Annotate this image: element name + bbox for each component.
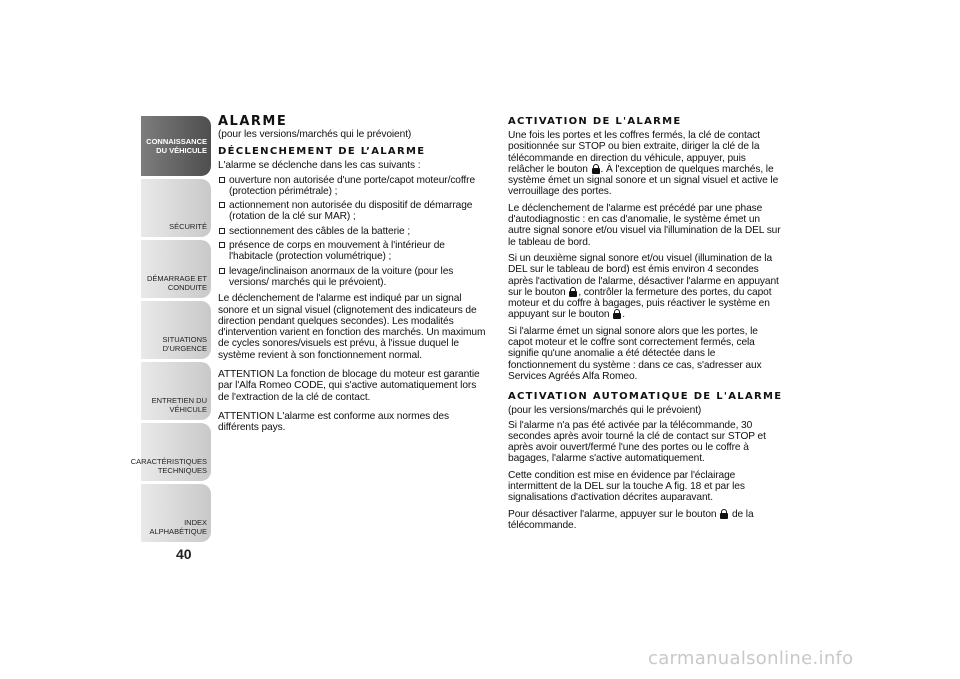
tab-situations-durgence[interactable]: SITUATIONS D'URGENCE bbox=[141, 301, 211, 359]
intro-text: L'alarme se déclenche dans les cas suivants : bbox=[218, 160, 421, 172]
right-column bbox=[508, 114, 784, 536]
paragraph-text: . À l'exception de quelques marchés, le système émet un signal sonore et un signal visuel et active le verrouillage des portes. bbox=[508, 163, 779, 198]
paragraph: Si l'alarme émet un signal sonore alors que les portes, le capot moteur et le coffre sont correctement fermés, cela signifie qu'une anomalie a été détectée dans le fonctionnement du système : dans ce cas, s'adresser aux Services Agréés Alfa Romeo. bbox=[508, 325, 762, 382]
lock-icon bbox=[592, 164, 600, 174]
paragraph: Cette condition est mise en évidence par l'éclairage intermittent de la DEL sur la touche A fig. 18 et par les signalisations d'activation décrites auparavant. bbox=[508, 469, 745, 504]
paragraph: Le déclenchement de l'alarme est précédé par une phase d'autodiagnostic : en cas d'anomalie, le système émet un autre signal sonore et/ou visuel via l'illumination de la DEL sur le tableau de bord. bbox=[508, 202, 781, 248]
sidebar-nav bbox=[130, 116, 211, 545]
lock-icon bbox=[569, 287, 577, 297]
list-item: présence de corps en mouvement à l'intérieur de l'habitacle (protection volumétrique) ; bbox=[218, 240, 490, 263]
section-heading-activation: ACTIVATION DE L'ALARME bbox=[508, 116, 682, 127]
paragraph-text: de la télécommande. bbox=[508, 508, 754, 531]
left-column bbox=[218, 114, 490, 439]
list-item: ouverture non autorisée d'une porte/capot moteur/coffre (protection périmétrale) ; bbox=[218, 175, 490, 198]
list-item: sectionnement des câbles de la batterie ; bbox=[218, 226, 490, 237]
attention-note: ATTENTION La fonction de blocage du moteur est garantie par l'Alfa Romeo CODE, qui s'active automatiquement lors de l'extraction de la clé de contact. bbox=[218, 369, 480, 403]
tab-demarrage-et-conduite[interactable]: DÉMARRAGE ET CONDUITE bbox=[141, 240, 211, 298]
list-item: levage/inclinaison anormaux de la voiture (pour les versions/ marchés qui le prévoient). bbox=[218, 266, 490, 289]
section-heading-declenchement: DÉCLENCHEMENT DE L’ALARME bbox=[218, 146, 426, 158]
section-heading-activation-automatique: ACTIVATION AUTOMATIQUE DE L'ALARME bbox=[508, 391, 783, 403]
paragraph bbox=[508, 253, 784, 321]
tab-connaissance-du-vehicule[interactable]: CONNAISSANCE DU VÉHICULE bbox=[141, 116, 211, 176]
paragraph-text: . bbox=[622, 309, 625, 321]
page-number: 40 bbox=[176, 546, 192, 562]
section-subtitle: (pour les versions/marchés qui le prévoient) bbox=[508, 405, 702, 417]
paragraph-text: Une fois les portes et les coffres fermés, la clé de contact positionnée sur STOP ou bien extraite, diriger la clé de la télécommande en direction du véhicule, appuyer, puis relâcher le bouton bbox=[508, 130, 761, 175]
paragraph-text: Pour désactiver l'alarme, appuyer sur le bouton bbox=[508, 508, 717, 520]
title-subtitle: (pour les versions/marchés qui le prévoient) bbox=[218, 129, 412, 140]
paragraph bbox=[508, 130, 784, 198]
tab-index-alphabetique[interactable]: INDEX ALPHABÉTIQUE bbox=[141, 484, 211, 542]
paragraph bbox=[508, 509, 784, 532]
paragraph-text: Si un deuxième signal sonore et/ou visuel (illumination de la DEL sur le tableau de bord) est émis environ 4 secondes après l'activation de l'alarme, désactiver l'alarme en appuyant sur le bouton bbox=[508, 252, 779, 298]
tab-caracteristiques-techniques[interactable]: CARACTÉRISTIQUES TECHNIQUES bbox=[141, 423, 211, 481]
paragraph: Le déclenchement de l'alarme est indiqué par un signal sonore et un signal visuel (clignotement des indicateurs de direction pendant quelques secondes). Les modalités d'intervention varient en fonction des marchés. Un maximum de cycles sonores/visuels est prévu, à l'issue duquel le système revient à son fonctionnement normal. bbox=[218, 293, 486, 361]
tab-entretien-du-vehicule[interactable]: ENTRETIEN DU VÉHICULE bbox=[141, 362, 211, 420]
paragraph-text: , contrôler la fermeture des portes, du capot moteur et du coffre à bagages, puis réactiver le système en appuyant sur le bouton bbox=[508, 286, 772, 321]
list-item: actionnement non autorisée du dispositif de démarrage (rotation de la clé sur MAR) ; bbox=[218, 200, 490, 223]
paragraph: Si l'alarme n'a pas été activée par la télécommande, 30 secondes après avoir tourné la clé de contact sur STOP et après avoir ouvert/fermé l'une des portes ou le coffre à bagages, l'alarme s'active automatiquement. bbox=[508, 419, 766, 465]
attention-note: ATTENTION L'alarme est conforme aux normes des différents pays. bbox=[218, 410, 449, 434]
lock-icon bbox=[720, 509, 728, 519]
watermark: carmanualsonline.info bbox=[648, 648, 854, 669]
page-title: ALARME bbox=[218, 114, 288, 129]
tab-securite[interactable]: SÉCURITÉ bbox=[141, 179, 211, 237]
lock-icon bbox=[613, 309, 621, 319]
trigger-list bbox=[218, 175, 490, 289]
